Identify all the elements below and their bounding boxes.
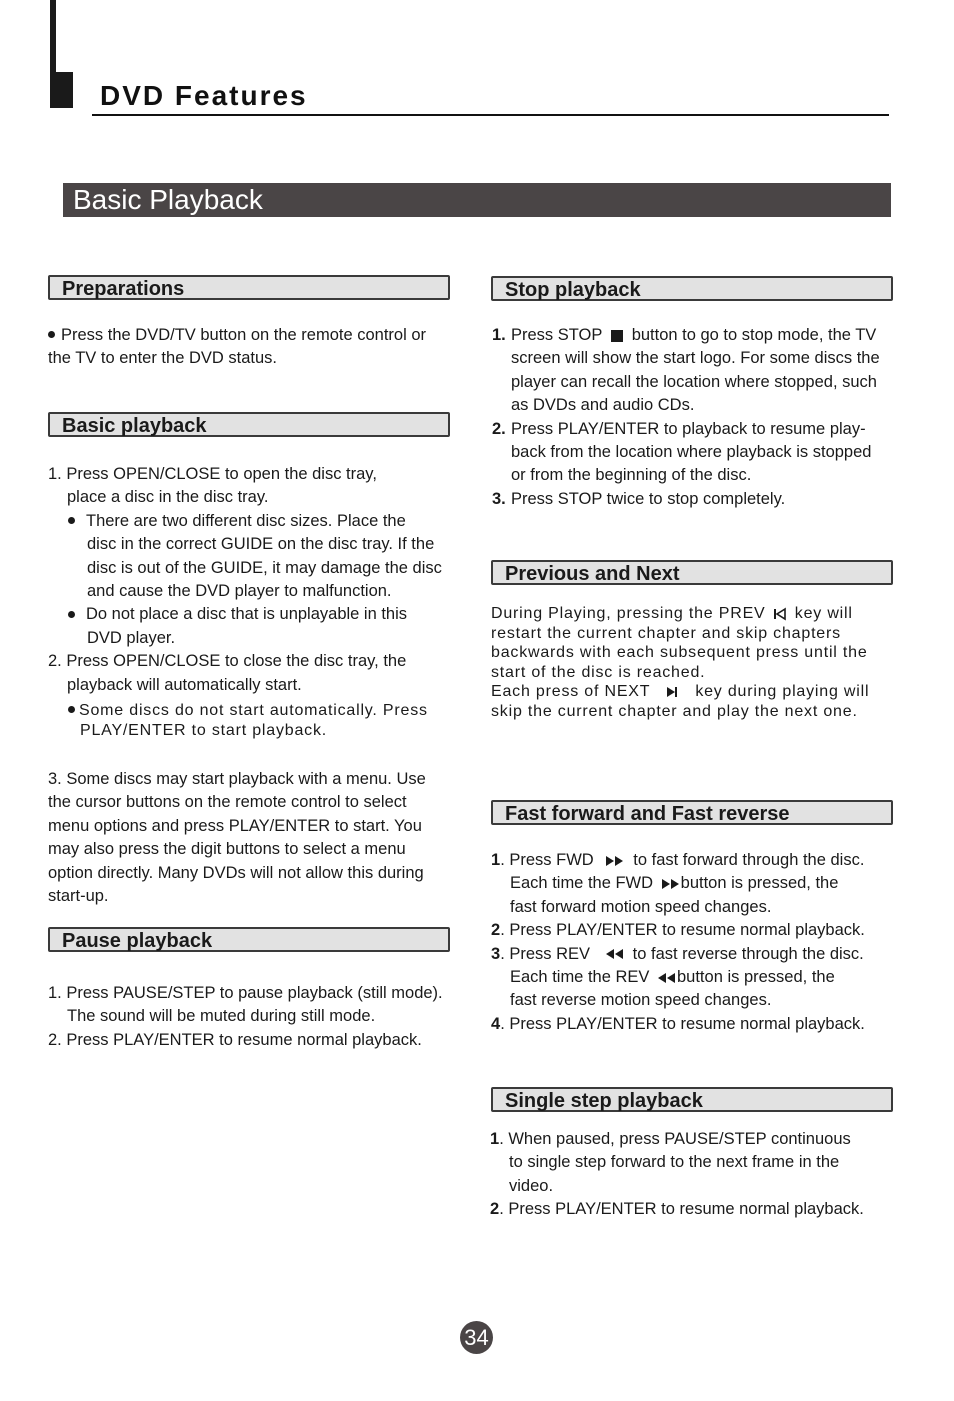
prevnext-line: Each press of NEXT key during playing will: [491, 683, 870, 700]
basic-item3-line: start-up.: [48, 887, 109, 906]
basic-item3-line: may also press the digit buttons to select a menu: [48, 840, 406, 859]
basic-bullet-line: and cause the DVD player to malfunction.: [87, 582, 392, 601]
basic-item1-line: 1. Press OPEN/CLOSE to open the disc tray,: [48, 465, 377, 483]
item-number: 2: [491, 921, 501, 940]
basic-bullet-line: Do not place a disc that is unplayable in this: [48, 603, 442, 626]
item-number: 1: [490, 1130, 500, 1148]
preparations-heading: [48, 275, 450, 300]
basic-item3-line: 3. Some discs may start playback with a menu. Use: [48, 770, 426, 788]
basic-item3-line: option directly. Many DVDs will not allow this during: [48, 863, 424, 882]
basic-playback-heading-label: Basic playback: [62, 415, 207, 437]
single-item-2: 2. Press PLAY/ENTER to resume normal playback.: [490, 1200, 864, 1219]
stop-playback-heading: [491, 276, 893, 301]
stop-item-1: 1. Press STOP button to go to stop mode, the TV screen will show the start logo. For some discs the player can recall the location where stopped, such as DVDs and audio CDs.: [492, 326, 880, 415]
banner-title: Basic Playback: [73, 184, 263, 215]
fast-item-4: 4. Press PLAY/ENTER to resume normal playback.: [491, 1014, 865, 1033]
prep-line: the TV to enter the DVD status.: [48, 349, 277, 368]
fast-item-1: 1. Press FWD to fast forward through the disc. Each time the FWD button is pressed, the fast forward motion speed changes.: [491, 851, 865, 916]
previous-next-heading: [491, 560, 893, 585]
fast-item-3: 3. Press REV to fast reverse through the disc. Each time the REV button is pressed, the fast reverse motion speed changes.: [491, 944, 864, 1010]
basic-item2-bullet-line: Some discs do not start automatically. Press: [68, 701, 428, 721]
basic-item3: [48, 768, 426, 908]
pause-playback-heading-label: Pause playback: [62, 930, 213, 952]
basic-item2-line: playback will automatically start.: [67, 675, 302, 694]
basic-item2-bullet: [68, 701, 428, 740]
previous-next-heading-label: Previous and Next: [505, 563, 680, 585]
bullet-icon: [68, 706, 75, 713]
pause-line: The sound will be muted during still mode.: [67, 1007, 376, 1026]
page-number: 34: [460, 1321, 493, 1354]
bullet-icon: [48, 331, 55, 338]
stop-playback-heading-label: Stop playback: [505, 279, 641, 301]
bullet-icon: [68, 611, 75, 618]
stop-item-2: 2. Press PLAY/ENTER to playback to resume play- back from the location where playback is stopped or from the beginning of the disc.: [492, 419, 872, 485]
fast-forward-icon: [605, 855, 625, 867]
basic-item2-line: 2. Press OPEN/CLOSE to close the disc tray, the: [48, 652, 407, 671]
prevnext-line: During Playing, pressing the PREV key will: [491, 605, 853, 622]
prevnext-line: skip the current chapter and play the next one.: [491, 702, 858, 720]
pause-line: 1. Press PAUSE/STEP to pause playback (still mode).: [48, 984, 443, 1002]
fast-forward-reverse-heading-label: Fast forward and Fast reverse: [505, 803, 790, 825]
section-banner: [63, 183, 891, 217]
item-number: 2.: [492, 419, 506, 438]
corner-block: [50, 72, 73, 108]
single-item-1: 1. When paused, press PAUSE/STEP continuous to single step forward to the next frame in the video.: [490, 1130, 851, 1195]
pause-playback-heading: [48, 927, 450, 952]
stop-playback-text: [492, 324, 922, 511]
item-number: 1.: [492, 326, 506, 344]
basic-item3-line: the cursor buttons on the remote control to select: [48, 793, 407, 812]
basic-playback-text: [48, 463, 442, 697]
prevnext-line: backwards with each subsequent press until the: [491, 644, 868, 661]
fast-item-2: 2. Press PLAY/ENTER to resume normal playback.: [491, 921, 865, 940]
basic-bullet-line: DVD player.: [87, 628, 176, 647]
page-title: DVD Features: [100, 80, 308, 111]
bullet-icon: [68, 517, 75, 524]
prev-icon: [773, 607, 787, 621]
next-icon: [665, 685, 679, 699]
prevnext-line: restart the current chapter and skip chapters: [491, 624, 841, 642]
pause-line: 2. Press PLAY/ENTER to resume normal playback.: [48, 1030, 422, 1049]
preparations-heading-label: Preparations: [62, 278, 185, 300]
basic-bullet-line: disc is out of the GUIDE, it may damage the disc: [87, 558, 442, 577]
stop-item-3: 3. Press STOP twice to stop completely.: [492, 488, 922, 511]
stop-icon: [610, 329, 624, 343]
fast-forward-icon: [661, 878, 681, 890]
item-number: 3: [491, 944, 501, 963]
basic-item1-line: place a disc in the disc tray.: [67, 488, 269, 507]
basic-bullet-line: disc in the correct GUIDE on the disc tray. If the: [87, 535, 435, 554]
item-number: 3.: [492, 489, 506, 508]
basic-item2-bullet-line: PLAY/ENTER to start playback.: [80, 721, 327, 739]
item-number: 1: [491, 851, 501, 869]
previous-next-text: [491, 604, 869, 721]
basic-playback-heading: [48, 412, 450, 437]
single-step-text: [490, 1128, 930, 1222]
header-rule: [92, 114, 889, 116]
item-number: 4: [491, 1014, 501, 1033]
pause-playback-text: [48, 982, 443, 1052]
basic-bullet-line: There are two different disc sizes. Place the: [48, 510, 442, 533]
preparations-text: [48, 324, 426, 371]
prevnext-line: start of the disc is reached.: [491, 663, 706, 681]
fast-forward-reverse-text: [491, 849, 931, 1036]
prep-line: Press the DVD/TV button on the remote control or: [48, 324, 426, 347]
single-step-heading: [491, 1087, 893, 1112]
fast-reverse-icon: [605, 948, 625, 960]
single-step-heading-label: Single step playback: [505, 1090, 703, 1112]
fast-reverse-icon: [657, 972, 677, 984]
fast-forward-reverse-heading: [491, 800, 893, 825]
basic-item3-line: menu options and press PLAY/ENTER to start. You: [48, 816, 422, 835]
item-number: 2: [490, 1200, 500, 1219]
